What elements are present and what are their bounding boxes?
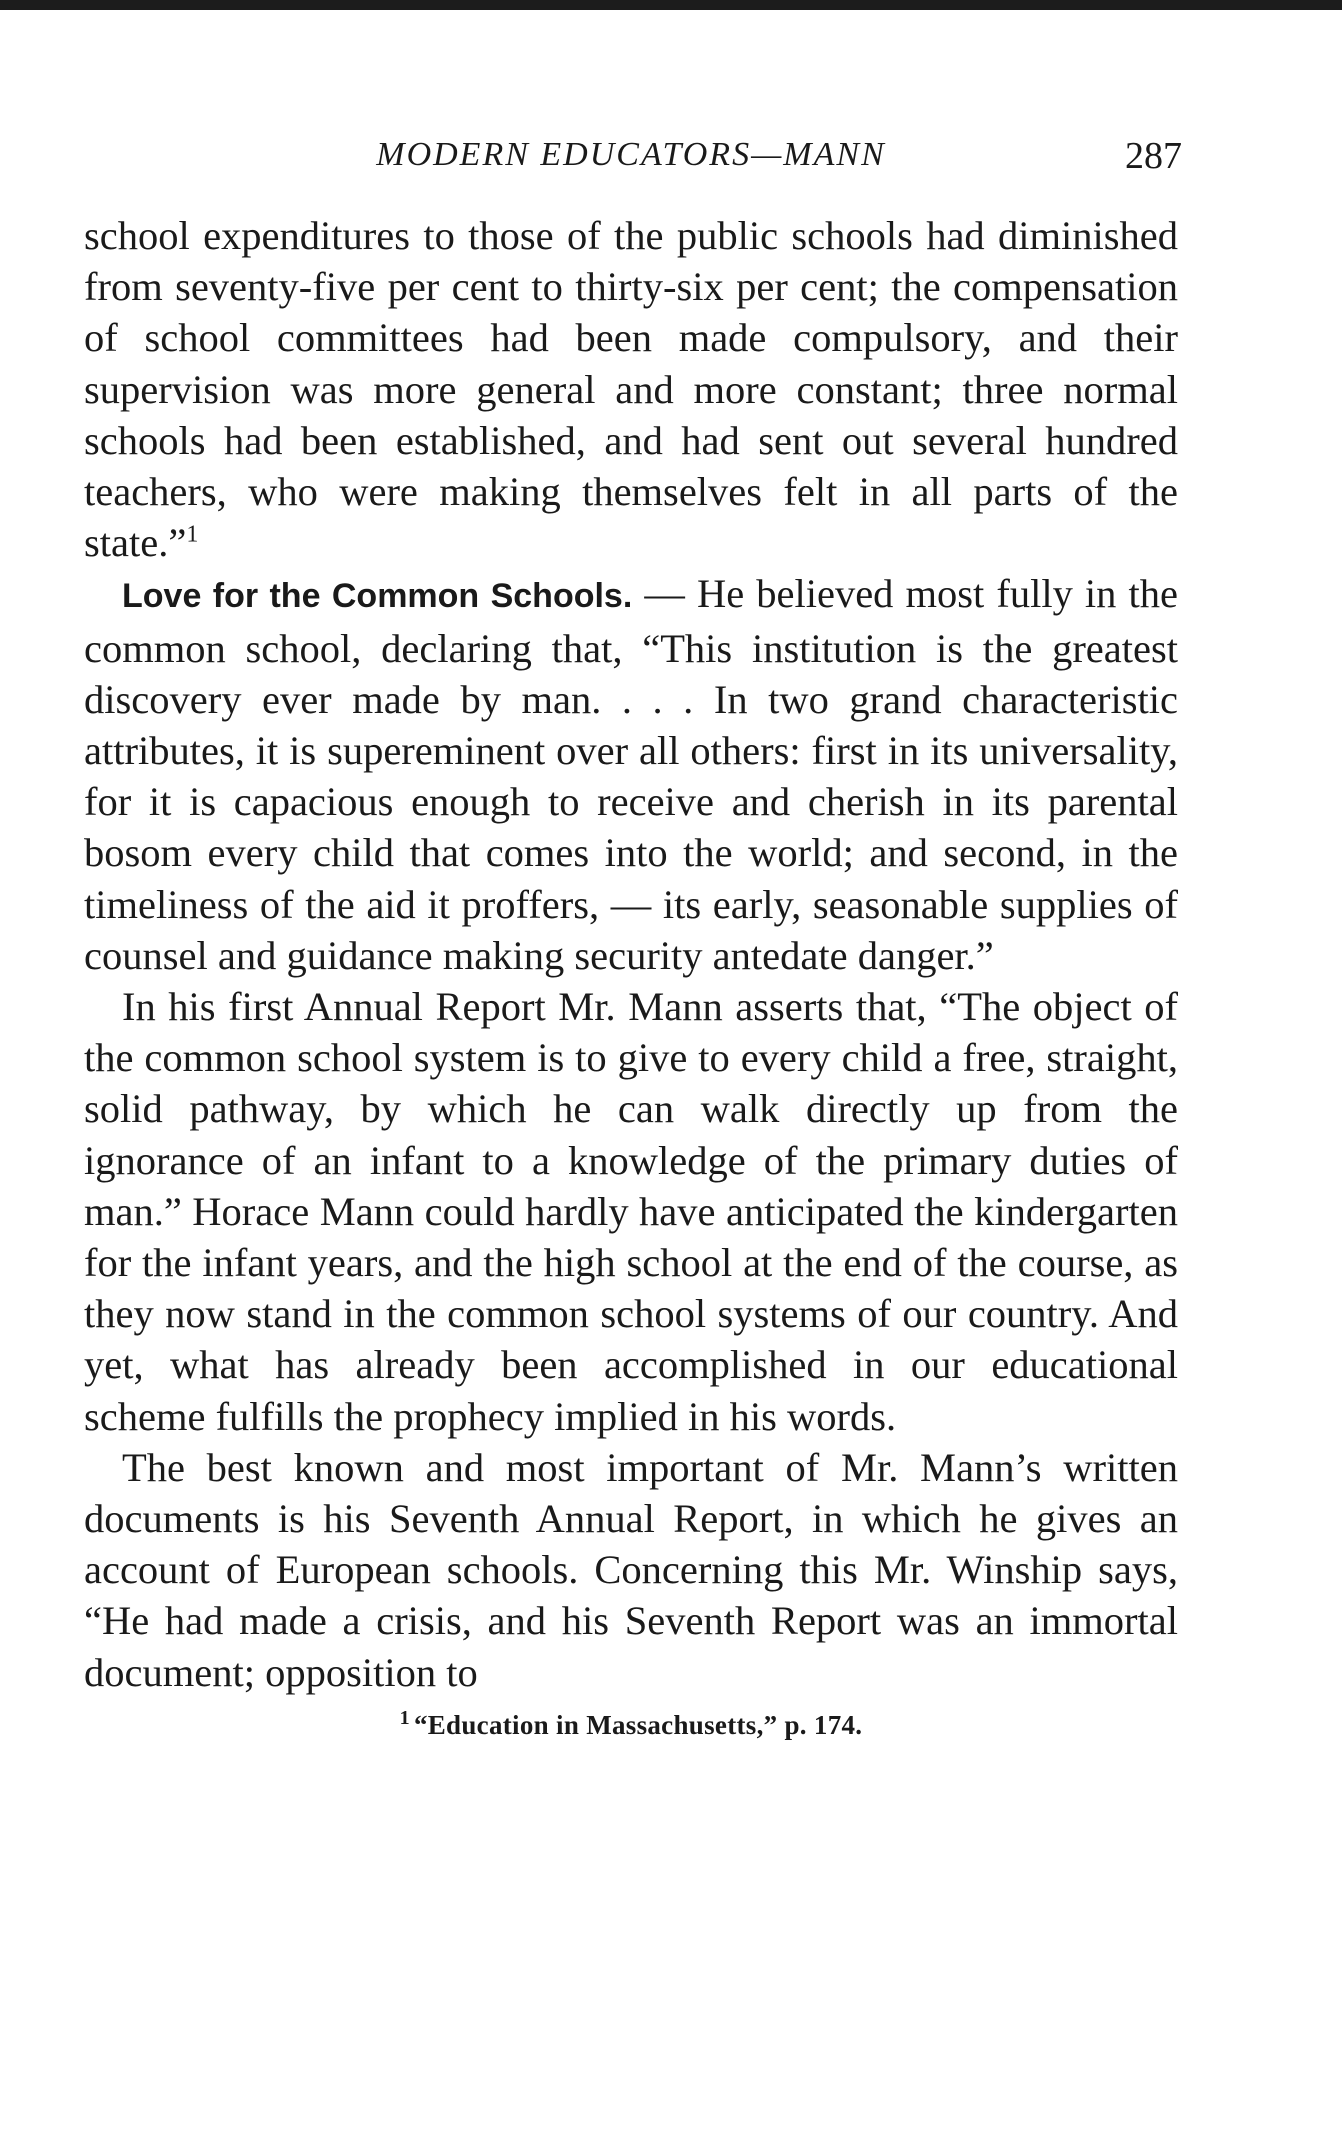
section-side-heading: Love for the Common Schools.: [122, 577, 633, 616]
running-head: [84, 130, 1182, 190]
footnote-reference: 1: [186, 521, 199, 548]
paragraph-text: In his first Annual Report Mr. Mann asserts that, “The object of the common school system is to give to every child a free, straight, solid pathway, by which he can walk directly up from the ignorance of an infant to a knowledge of the primary duties of man.” Horace Mann could hardly have anticipated the kindergarten for the infant years, and the high school at the end of the course, as they now stand in the common school systems of our country. And yet, what has already been accomplished in our educational scheme fulfills the prophecy implied in his words.: [84, 984, 1178, 1439]
running-title: MODERN EDUCATORS—MANN: [376, 136, 886, 173]
top-border-rule: [0, 0, 1342, 10]
paragraph-text: — He believed most fully in the common school, declaring that, “This institution is the greatest discovery ever made by man. . . . In two grand characteristic attributes, it is supereminent over all others: first in its universality, for it is capacious enough to receive and cherish in its parental bosom every child that comes into the world; and second, in the timeliness of the aid it proffers, — its early, seasonable supplies of counsel and guidance making security antedate danger.”: [84, 571, 1178, 978]
paragraph-text: The best known and most important of Mr. Mann’s written documents is his Seventh Annual Report, in which he gives an account of European schools. Concerning this Mr. Winship says, “He had made a crisis, and his Seventh Report was an immortal document; opposition to: [84, 1444, 1178, 1695]
body-text: [84, 210, 1178, 1698]
footnote-marker: 1: [399, 1706, 410, 1729]
paragraph-love-for-common-schools: [84, 568, 1178, 981]
page-number: 287: [1125, 135, 1182, 177]
paragraph-continuation: [84, 210, 1178, 568]
footnote-text: “Education in Massachusetts,” p. 174.: [413, 1709, 863, 1740]
paragraph-text: school expenditures to those of the public schools had diminished from seventy-five per cent to thirty-six per cent; the compensation of school committees had been made compulsory, and their supervision was more general and more constant; three normal schools had been established, and had sent out several hundred teachers, who were making themselves felt in all parts of the state.”: [84, 213, 1178, 566]
footnote: [84, 1706, 1178, 1741]
paragraph-seventh-report: [84, 1442, 1178, 1698]
paragraph-first-annual-report: [84, 981, 1178, 1442]
book-page: [84, 130, 1182, 1741]
